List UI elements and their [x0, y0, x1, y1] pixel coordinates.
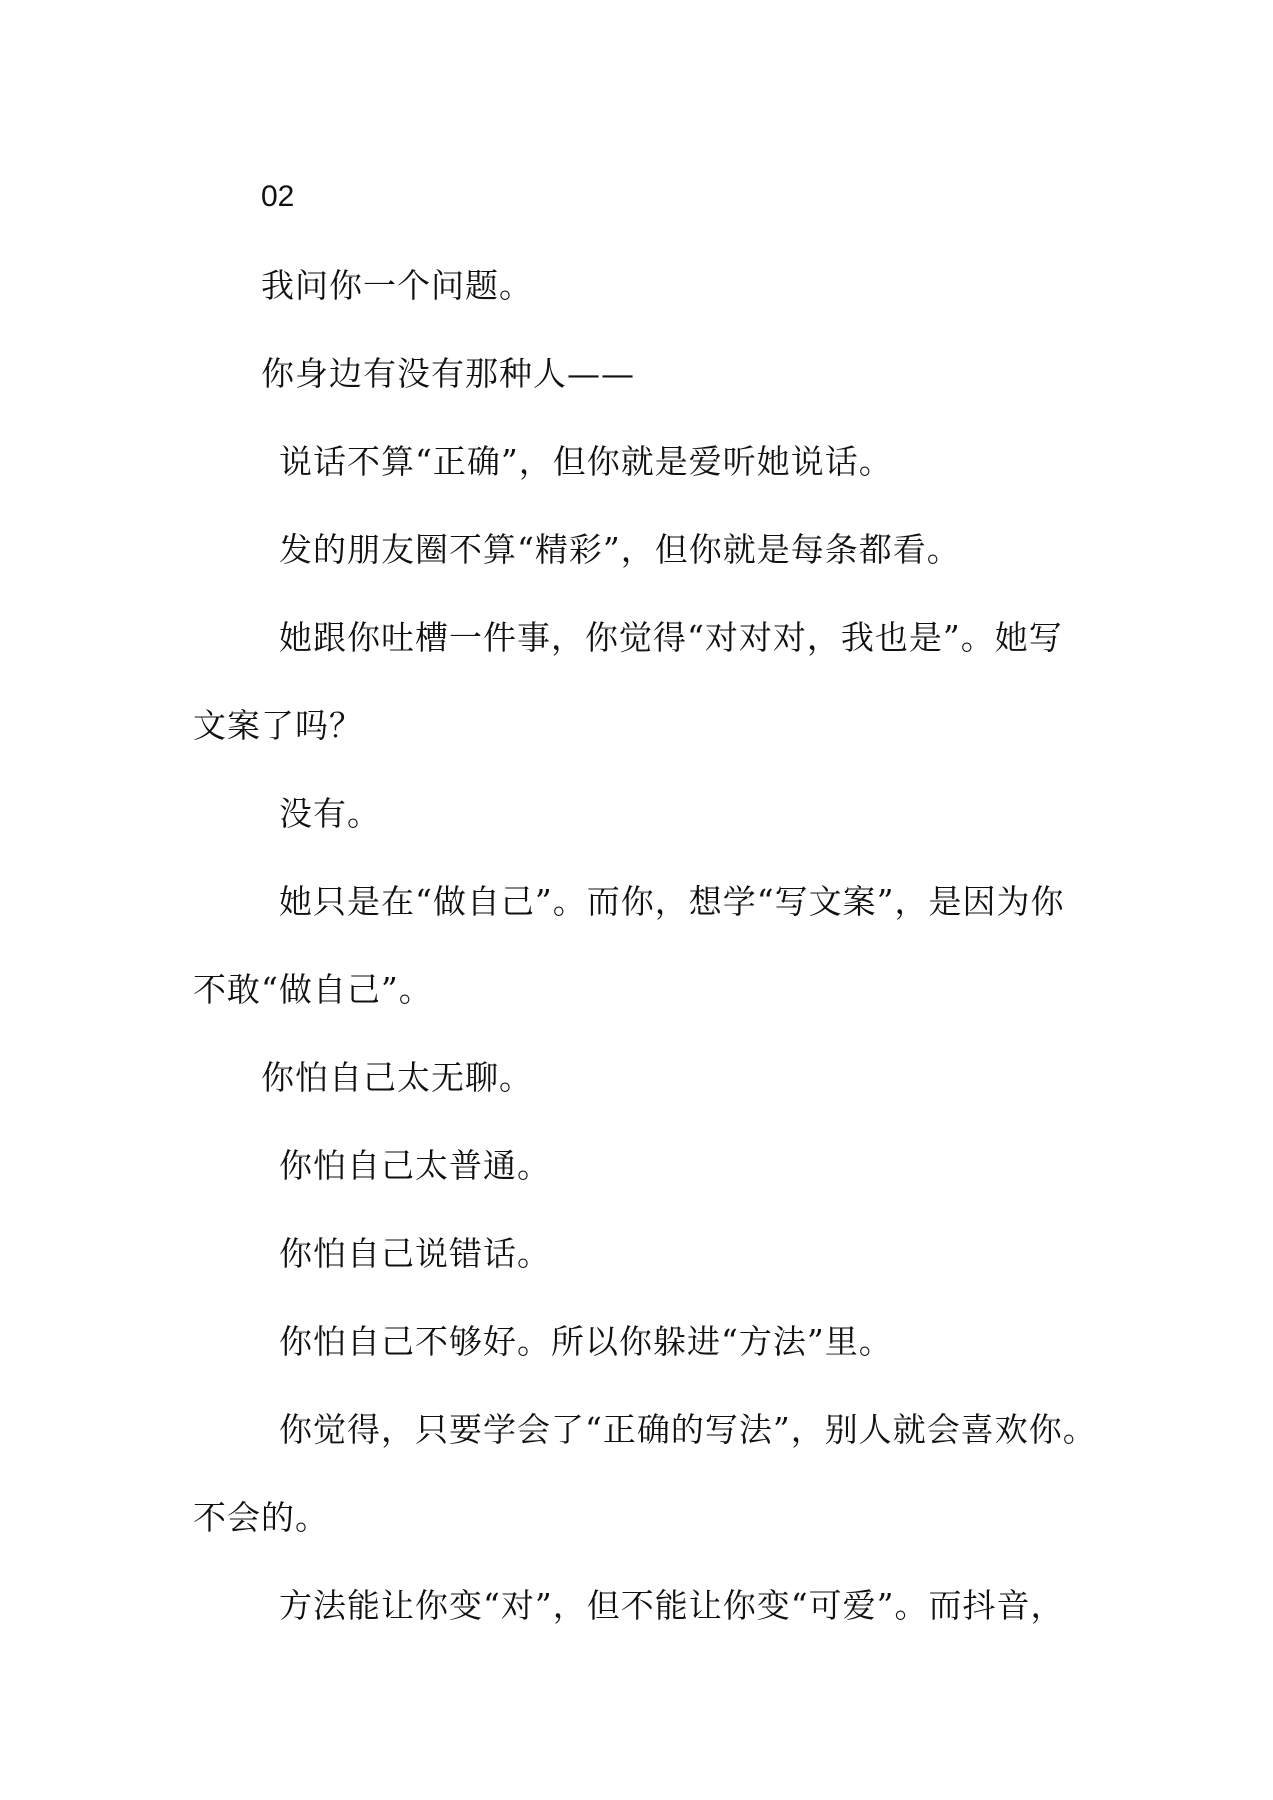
paragraph-line: 她跟你吐槽一件事，你觉得“对对对，我也是”。她写	[279, 618, 1063, 657]
paragraph-line: 你怕自己太普通。	[279, 1146, 551, 1185]
paragraph-line: 不敢“做自己”。	[193, 970, 433, 1009]
paragraph-line: 发的朋友圈不算“精彩”，但你就是每条都看。	[279, 530, 961, 569]
paragraph-line: 方法能让你变“对”，但不能让你变“可爱”。而抖音，	[279, 1586, 1065, 1625]
paragraph-line: 文案了吗？	[193, 706, 363, 745]
paragraph-line: 你怕自己说错话。	[279, 1234, 551, 1273]
paragraph-line: 说话不算“正确”，但你就是爱听她说话。	[279, 442, 893, 481]
paragraph-line: 我问你一个问题。	[261, 266, 533, 305]
paragraph-line: 你觉得，只要学会了“正确的写法”，别人就会喜欢你。	[279, 1410, 1097, 1449]
paragraph-line: 你身边有没有那种人——	[261, 354, 635, 393]
paragraph-line: 你怕自己太无聊。	[261, 1058, 533, 1097]
paragraph-line: 没有。	[279, 794, 381, 833]
paragraph-line: 不会的。	[193, 1498, 329, 1537]
paragraph-line: 她只是在“做自己”。而你，想学“写文案”，是因为你	[279, 882, 1065, 921]
section-number: 02	[261, 180, 295, 213]
paragraph-line: 你怕自己不够好。所以你躲进“方法”里。	[279, 1322, 893, 1361]
